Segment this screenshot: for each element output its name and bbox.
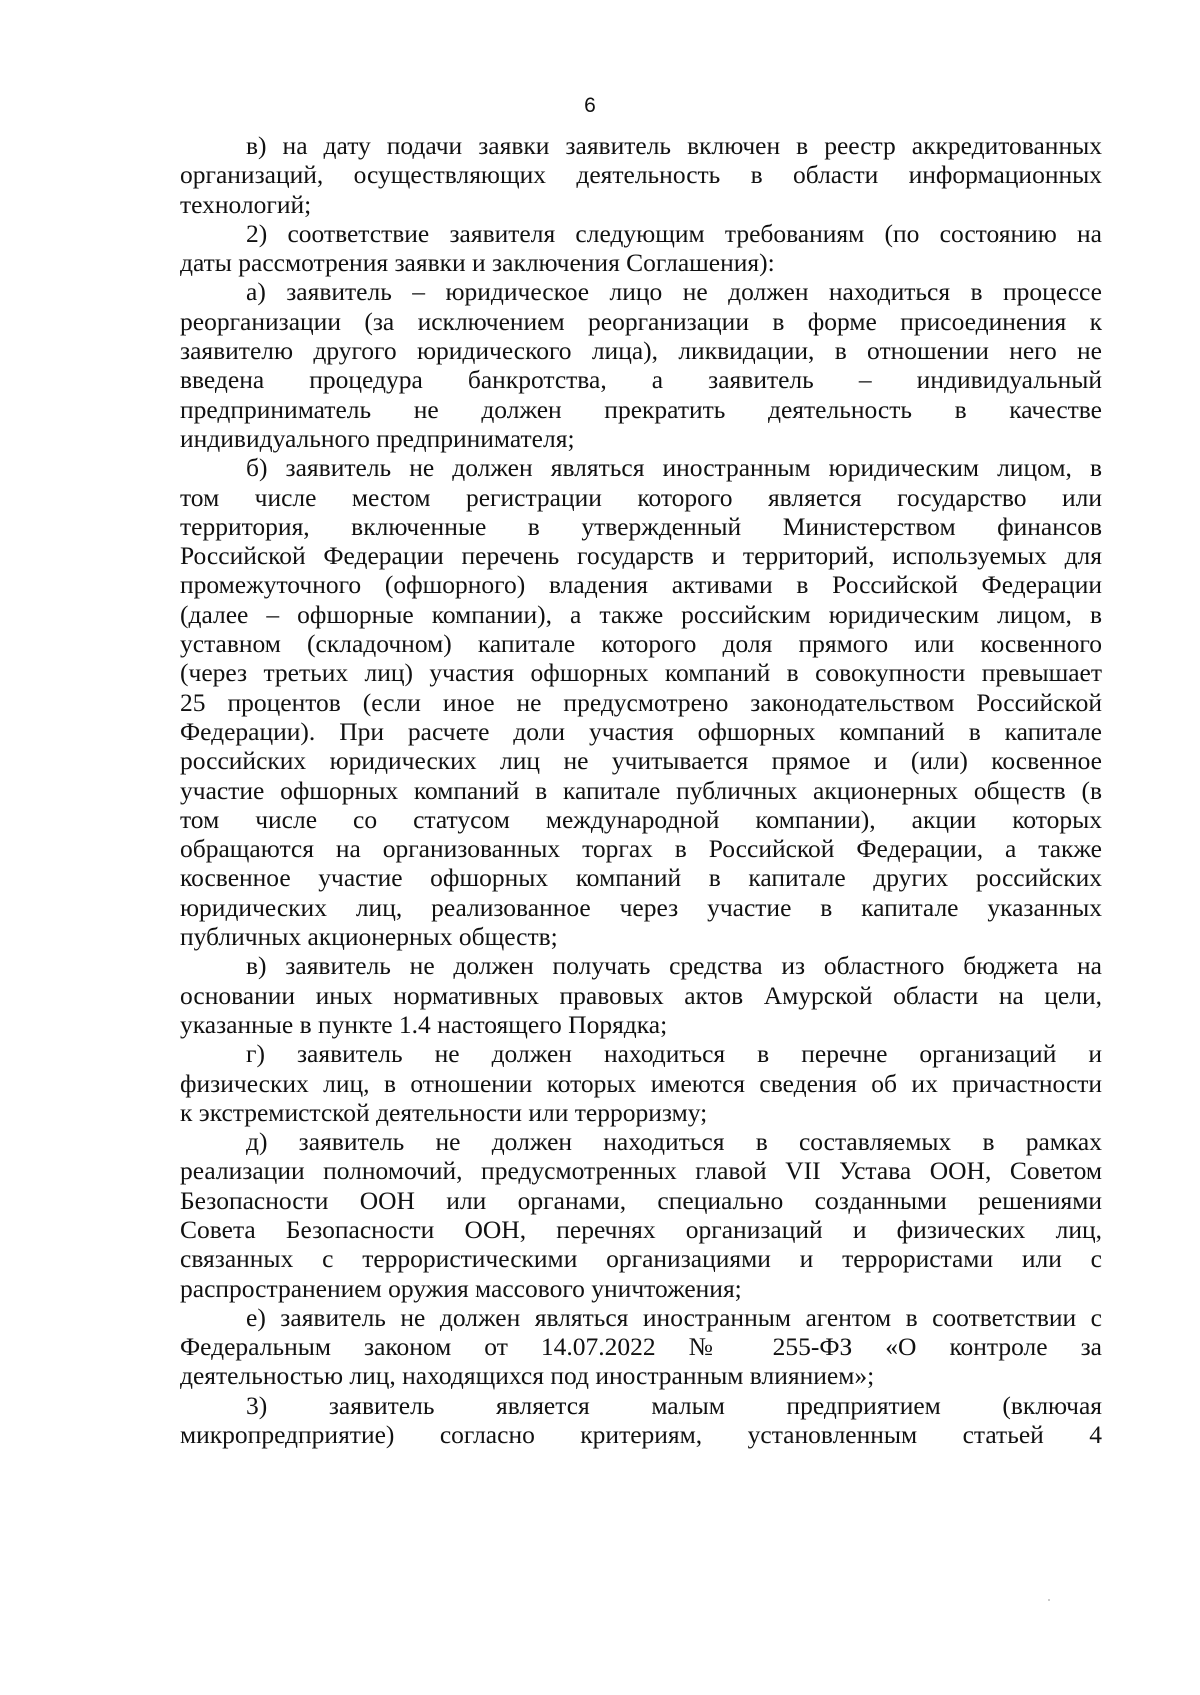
paragraph	[180, 951, 1102, 1039]
paragraph	[180, 1303, 1102, 1391]
text-line: индивидуального предпринимателя;	[180, 423, 575, 453]
text-line: даты рассмотрения заявки и заключения Соглашения):	[180, 248, 775, 278]
text-line: введена процедура банкротства, а заявитель – индивидуальный	[180, 365, 1102, 395]
paragraph	[180, 1127, 1102, 1303]
text-line: Российской Федерации перечень государств и территорий, используемых для	[180, 541, 1102, 571]
paragraph	[180, 1039, 1102, 1127]
text-line: (через третьих лиц) участия офшорных компаний в совокупности превышает	[180, 658, 1102, 688]
text-line: реализации полномочий, предусмотренных главой VII Устава ООН, Советом	[180, 1156, 1102, 1186]
text-line: уставном (складочном) капитале которого доля прямого или косвенного	[180, 629, 1102, 659]
text-line: физических лиц, в отношении которых имеются сведения об их причастности	[180, 1068, 1102, 1098]
paragraph	[180, 453, 1102, 951]
text-line: к экстремистской деятельности или терроризму;	[180, 1097, 708, 1127]
text-line: Федеральным законом от 14.07.2022 № 255-ФЗ «О контроле за	[180, 1332, 1102, 1362]
text-line: реорганизации (за исключением реорганизации в форме присоединения к	[180, 306, 1102, 336]
text-line: в) на дату подачи заявки заявитель включен в реестр аккредитованных	[246, 131, 1102, 160]
paragraph	[180, 277, 1102, 453]
page-number: 6	[584, 94, 596, 117]
text-line: том числе местом регистрации которого является государство или	[180, 482, 1102, 512]
paragraph	[180, 219, 1102, 278]
text-line: Совета Безопасности ООН, перечнях организаций и физических лиц,	[180, 1214, 1102, 1244]
text-line: участие офшорных компаний в капитале публичных акционерных обществ (в	[180, 775, 1102, 805]
paragraph	[180, 1391, 1102, 1450]
text-line: косвенное участие офшорных компаний в капитале других российских	[180, 863, 1102, 893]
text-line: е) заявитель не должен являться иностранным агентом в соответствии с	[246, 1302, 1102, 1332]
text-line: промежуточного (офшорного) владения активами в Российской Федерации	[180, 570, 1102, 600]
text-line: микропредприятие) согласно критериям, установленным статьей 4	[180, 1420, 1102, 1450]
text-line: российских юридических лиц не учитывается прямое и (или) косвенное	[180, 746, 1102, 776]
text-line: обращаются на организованных торгах в Российской Федерации, а также	[180, 834, 1102, 864]
text-line: б) заявитель не должен являться иностранным юридическим лицом, в	[246, 453, 1102, 483]
text-line: связанных с террористическими организациями и террористами или с	[180, 1244, 1102, 1274]
document-body	[180, 131, 1102, 1449]
text-line: публичных акционерных обществ;	[180, 922, 558, 952]
text-line: технологий;	[180, 189, 312, 219]
text-line: Безопасности ООН или органами, специально созданными решениями	[180, 1185, 1102, 1215]
text-line: 2) соответствие заявителя следующим требованиям (по состоянию на	[246, 218, 1102, 248]
text-line: распространением оружия массового уничтожения;	[180, 1273, 742, 1303]
text-line: Федерации). При расчете доли участия офшорных компаний в капитале	[180, 716, 1102, 746]
text-line: д) заявитель не должен находиться в составляемых в рамках	[246, 1127, 1102, 1157]
text-line: а) заявитель – юридическое лицо не должен находиться в процессе	[246, 277, 1102, 307]
text-line: основании иных нормативных правовых актов Амурской области на цели,	[180, 980, 1102, 1010]
text-line: 3) заявитель является малым предприятием (включая	[246, 1390, 1102, 1420]
text-line: организаций, осуществляющих деятельность в области информационных	[180, 160, 1102, 190]
text-line: предприниматель не должен прекратить деятельность в качестве	[180, 394, 1102, 424]
text-line: том числе со статусом международной компании), акции которых	[180, 804, 1102, 834]
text-line: г) заявитель не должен находиться в перечне организаций и	[246, 1039, 1102, 1069]
text-line: территория, включенные в утвержденный Министерством финансов	[180, 511, 1102, 541]
text-line: указанные в пункте 1.4 настоящего Порядка;	[180, 1009, 668, 1039]
paragraph	[180, 131, 1102, 219]
text-line: деятельностью лиц, находящихся под иностранным влиянием»;	[180, 1361, 875, 1391]
text-line: 25 процентов (если иное не предусмотрено законодательством Российской	[180, 687, 1102, 717]
text-line: в) заявитель не должен получать средства из областного бюджета на	[246, 951, 1102, 981]
text-line: (далее – офшорные компании), а также российским юридическим лицом, в	[180, 599, 1102, 629]
text-line: заявителю другого юридического лица), ликвидации, в отношении него не	[180, 336, 1102, 366]
scan-speck	[1048, 1599, 1050, 1601]
text-line: юридических лиц, реализованное через участие в капитале указанных	[180, 892, 1102, 922]
